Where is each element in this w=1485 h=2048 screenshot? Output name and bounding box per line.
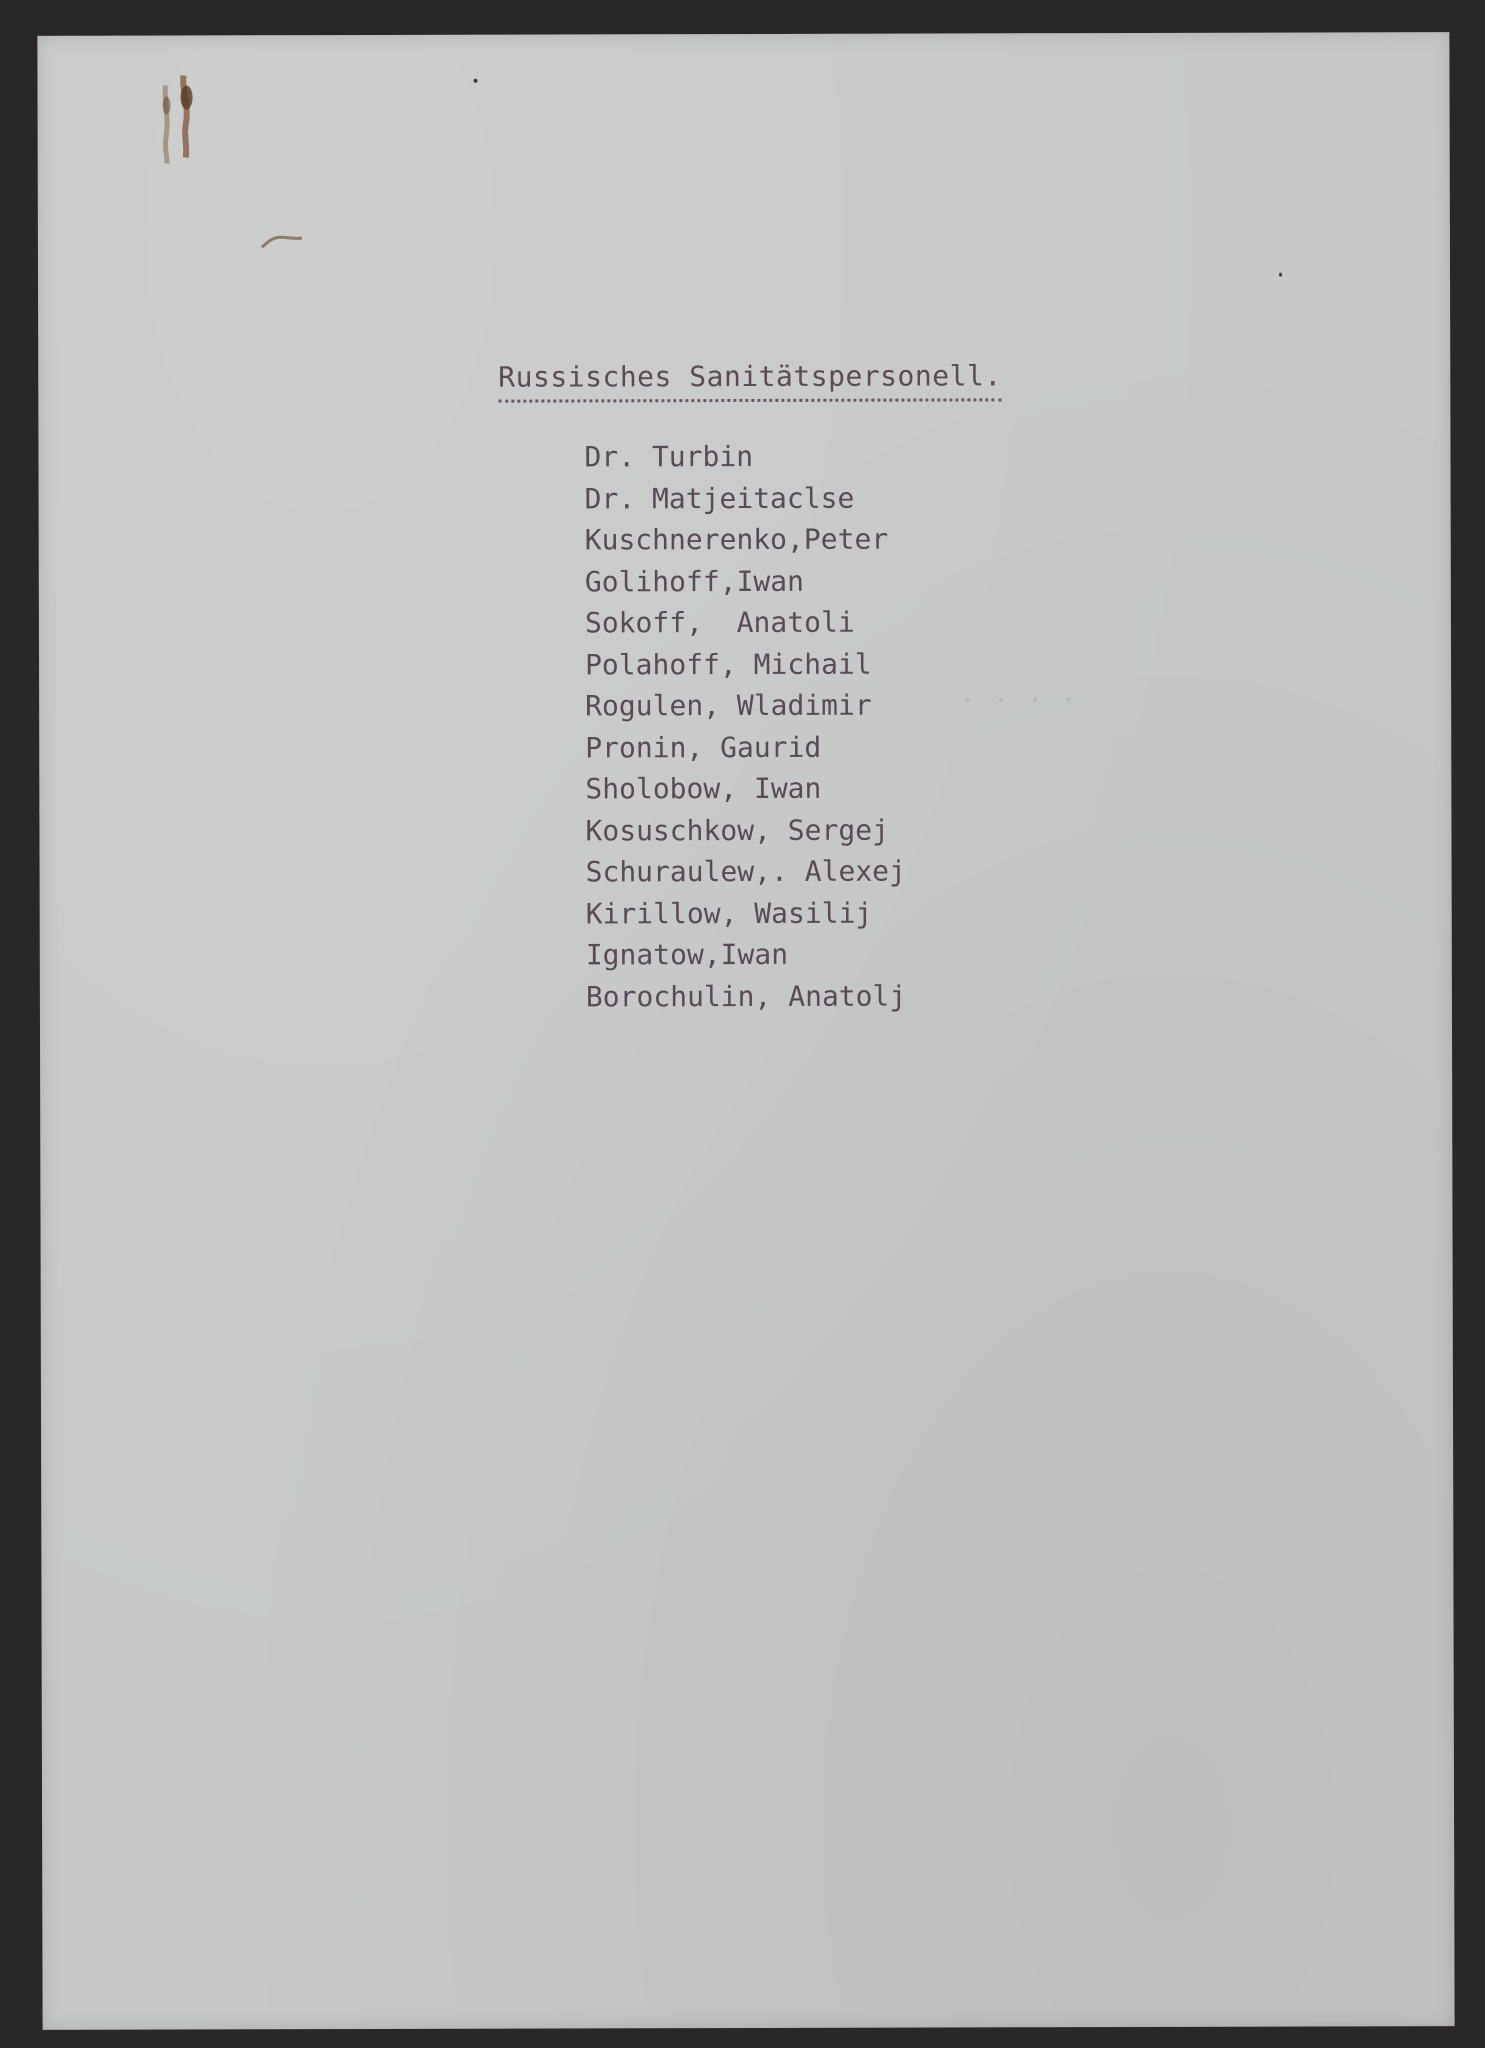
list-item: Kirillow, Wasilij: [585, 896, 873, 930]
list-item: Ignatow,Iwan: [585, 937, 789, 972]
list-item: Golihoff,Iwan: [584, 564, 805, 598]
document-page: [37, 32, 1454, 2030]
speck: [474, 79, 478, 83]
list-item: Schuraulew,. Alexej: [585, 854, 906, 889]
list-item: Dr. Matjeitaclse: [584, 481, 855, 515]
document-title: Russisches Sanitätspersonell.: [498, 359, 1001, 402]
list-item: Sokoff, Anatoli: [584, 605, 855, 640]
list-item: Pronin, Gaurid: [585, 730, 822, 764]
speck: [1279, 273, 1282, 277]
list-item: Rogulen, Wladimir: [585, 688, 872, 723]
bleed-through-text: · · · ·: [959, 683, 1078, 717]
personnel-list: [584, 436, 906, 1018]
list-item: Polahoff, Michail: [584, 647, 872, 681]
list-item: Kosuschkow, Sergej: [585, 813, 889, 847]
list-item: Dr. Turbin: [584, 439, 754, 474]
ink-mark: [260, 231, 304, 251]
rust-stain-marks: [155, 45, 205, 165]
list-item: Borochulin, Anatolj: [585, 979, 907, 1013]
list-item: Kuschnerenko,Peter: [584, 522, 889, 557]
list-item: Sholobow, Iwan: [585, 771, 822, 806]
